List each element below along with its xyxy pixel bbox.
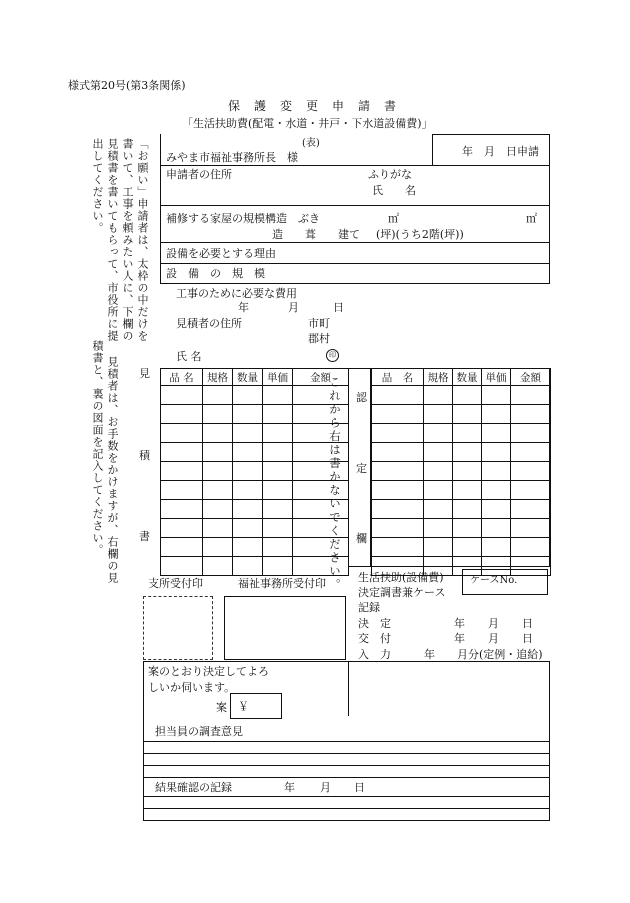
page-subtitle: 「生活扶助費(配電・水道・井戸・下水道設備費)」 [182, 117, 433, 130]
tsubo-label: (坪)(うち2階(坪)) [376, 228, 464, 241]
estimator-name-label: 氏 名 [176, 350, 202, 363]
do-not-write-note: これから右は書かないでください。 [328, 376, 342, 592]
review-line2: しいか伺います。 [148, 681, 236, 694]
approval-char-3: 欄 [356, 532, 367, 545]
issued-year: 年 [454, 632, 465, 645]
table-row[interactable] [372, 462, 551, 481]
result-line [143, 796, 550, 797]
side-note-col3: 見積書を書いてもらって、市役所に提 [106, 138, 119, 342]
table-row[interactable] [161, 481, 349, 500]
estimate-month: 月 [288, 301, 299, 314]
estimator-address-label: 見積者の住所 [176, 317, 242, 330]
applicant-address-label: 申請者の住所 [166, 168, 232, 181]
estimate-char-1: 見 [139, 367, 150, 380]
plan-label: 案 [216, 701, 227, 714]
decision-line3: 記録 [358, 601, 380, 614]
decision-line2: 決定調書兼ケース [358, 586, 446, 599]
column-header: 品 名 [161, 369, 203, 386]
table-row[interactable] [372, 500, 551, 519]
divider [160, 263, 550, 264]
divider [160, 165, 432, 166]
table-row[interactable] [161, 405, 349, 424]
side-note-col6: 積書と、裏の図面を記入してください。 [91, 340, 104, 556]
opinion-label: 担当員の調査意見 [155, 725, 243, 738]
table-row[interactable] [372, 481, 551, 500]
table-row[interactable] [372, 405, 551, 424]
table-row[interactable] [161, 538, 349, 557]
side-note-col2: 書いて、工事を頼みたい人に、下欄の [121, 138, 134, 342]
table-header-row [161, 369, 349, 386]
decided-year: 年 [454, 617, 465, 630]
side-note-col4: 出してください。 [91, 138, 104, 234]
table-row[interactable] [161, 557, 349, 576]
issued-label: 交 付 [358, 632, 391, 645]
cost-label: 工事のために必要な費用 [176, 287, 297, 300]
approval-char-1: 認 [356, 391, 367, 404]
input-tail: 年 月分(定例・追給) [424, 648, 543, 661]
approval-char-2: 定 [356, 462, 367, 475]
review-divider [348, 661, 349, 716]
seal-mark: 印 [326, 349, 339, 362]
front-label: (表) [302, 138, 320, 149]
divider [160, 205, 550, 206]
result-year: 年 [284, 781, 295, 794]
form-number: 様式第20号(第3条関係) [68, 79, 186, 92]
table-row[interactable] [161, 386, 349, 405]
result-label: 結果確認の記録 [155, 781, 232, 794]
city-label: 市町 [308, 317, 330, 330]
estimate-char-2: 積 [139, 449, 150, 462]
branch-stamp-label: 支所受付印 [148, 577, 203, 590]
issued-day: 日 [522, 632, 533, 645]
table-row[interactable] [372, 386, 551, 405]
application-date: 年 月 日申請 [462, 145, 539, 158]
column-header: 品 名 [372, 369, 424, 386]
table-row[interactable] [372, 519, 551, 538]
issued-month: 月 [488, 632, 499, 645]
opinion-line [143, 753, 550, 754]
welfare-stamp-label: 福祉事務所受付印 [238, 577, 326, 590]
decided-month: 月 [488, 617, 499, 630]
estimate-char-3: 書 [139, 530, 150, 543]
column-header: 金額 [293, 369, 349, 386]
approval-table [371, 368, 551, 576]
table-row[interactable] [161, 443, 349, 462]
result-month: 月 [320, 781, 331, 794]
table-row[interactable] [372, 443, 551, 462]
table-row[interactable] [161, 519, 349, 538]
opinion-line [143, 741, 550, 742]
structure-line2: 造 葺 建て [272, 228, 360, 241]
name-label: 氏 名 [372, 184, 416, 197]
column-header: 単価 [263, 369, 293, 386]
table-header-row [372, 369, 551, 386]
opinion-line [143, 765, 550, 766]
input-label: 入 力 [358, 648, 391, 661]
estimate-year: 年 [238, 301, 249, 314]
decided-label: 決 定 [358, 617, 391, 630]
opinion-line [143, 777, 550, 778]
estimate-table [160, 368, 349, 576]
structure-label: 補修する家屋の規模構造 ぶき [166, 212, 320, 225]
column-header: 規格 [203, 369, 233, 386]
scale-label: 設 備 の 規 模 [166, 267, 265, 280]
table-row[interactable] [372, 424, 551, 443]
side-note-col5: 見積者は、お手数をかけますが、右欄の見 [106, 356, 119, 584]
result-day: 日 [354, 781, 365, 794]
column-header: 金額 [511, 369, 551, 386]
decision-line1: 生活扶助(設備費) [358, 571, 444, 584]
result-line [143, 808, 550, 809]
table-row[interactable] [161, 462, 349, 481]
area-unit: ㎡ [388, 212, 399, 225]
area-unit-b: ㎡ [526, 212, 537, 225]
furigana-label: ふりがな [368, 168, 412, 181]
decided-day: 日 [522, 617, 533, 630]
county-label: 郡村 [308, 332, 330, 345]
table-row[interactable] [161, 424, 349, 443]
estimate-day: 日 [333, 301, 344, 314]
branch-stamp-area[interactable] [143, 596, 213, 660]
column-header: 数量 [453, 369, 482, 386]
divider [160, 242, 550, 243]
column-header: 規格 [424, 369, 453, 386]
yen-sign: ￥ [238, 700, 249, 713]
page-title: 保 護 変 更 申 請 書 [228, 99, 398, 113]
table-row[interactable] [161, 500, 349, 519]
reason-label: 設備を必要とする理由 [166, 247, 276, 260]
review-line1: 案のとおり決定してよろ [148, 665, 269, 678]
side-note-col1: 「お願い」申請者は、太枠の中だけを [136, 138, 149, 342]
addressee: みやま市福祉事務所長 様 [166, 151, 298, 164]
column-header: 単価 [482, 369, 511, 386]
case-number-label: ケースNo. [470, 575, 518, 586]
table-row[interactable] [372, 538, 551, 557]
welfare-stamp-area[interactable] [224, 596, 346, 660]
column-header: 数量 [233, 369, 263, 386]
